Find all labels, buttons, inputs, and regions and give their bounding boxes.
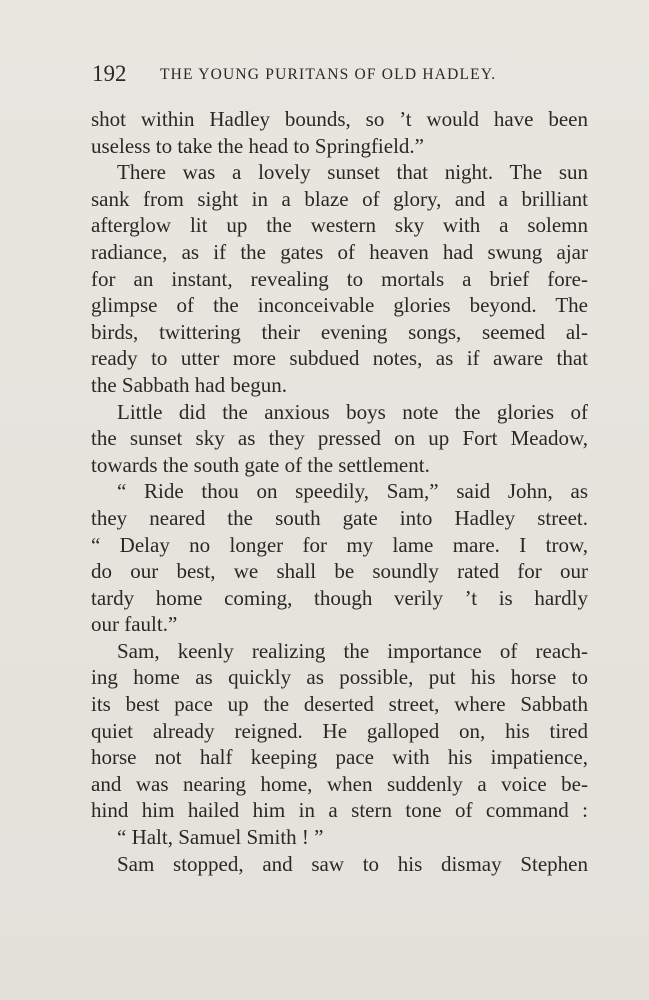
running-title: THE YOUNG PURITANS OF OLD HADLEY.	[160, 66, 497, 83]
text-line: towards the south gate of the settlement.	[91, 452, 430, 477]
text-line: and was nearing home, when suddenly a voice be-	[91, 771, 588, 796]
text-line: the sunset sky as they pressed on up Fort Meadow,	[91, 426, 588, 451]
text-line: horse not half keeping pace with his impatience,	[91, 745, 588, 770]
text-line: for an instant, revealing to mortals a brief fore-	[91, 266, 588, 291]
text-line: hind him hailed him in a stern tone of command :	[91, 798, 588, 823]
text-line: glimpse of the inconceivable glories beyond. The	[91, 293, 588, 318]
text-line: its best pace up the deserted street, where Sabbath	[91, 692, 588, 717]
paragraph-start-line: “ Ride thou on speedily, Sam,” said John, as	[117, 479, 588, 504]
paragraph-start-line: There was a lovely sunset that night. The sun	[117, 160, 588, 185]
text-line: birds, twittering their evening songs, seemed al-	[91, 319, 588, 344]
paragraph-start-line: “ Halt, Samuel Smith ! ”	[117, 825, 324, 850]
text-line: useless to take the head to Springfield.”	[91, 133, 424, 158]
text-line: our fault.”	[91, 612, 178, 637]
text-line: ing home as quickly as possible, put his horse to	[91, 665, 588, 690]
paragraph-start-line: Sam stopped, and saw to his dismay Stephen	[117, 851, 588, 876]
text-line: do our best, we shall be soundly rated for our	[91, 559, 588, 584]
text-line: the Sabbath had begun.	[91, 372, 287, 397]
text-line: they neared the south gate into Hadley street.	[91, 505, 588, 530]
page-number: 192	[92, 61, 127, 86]
body-text	[91, 106, 588, 877]
text-line: “ Delay no longer for my lame mare. I trow,	[91, 532, 588, 557]
text-line: ready to utter more subdued notes, as if aware that	[91, 346, 588, 371]
text-line: sank from sight in a blaze of glory, and a brilliant	[91, 186, 588, 211]
text-line: radiance, as if the gates of heaven had swung ajar	[91, 239, 588, 264]
text-line: quiet already reigned. He galloped on, his tired	[91, 718, 588, 743]
text-line: shot within Hadley bounds, so ’t would have been	[91, 107, 588, 131]
text-line: afterglow lit up the western sky with a solemn	[91, 213, 588, 238]
running-head	[92, 60, 592, 88]
paragraph-start-line: Little did the anxious boys note the glories of	[117, 399, 588, 424]
paragraph-start-line: Sam, keenly realizing the importance of reach-	[117, 638, 588, 663]
text-line: tardy home coming, though verily ’t is hardly	[91, 585, 588, 610]
